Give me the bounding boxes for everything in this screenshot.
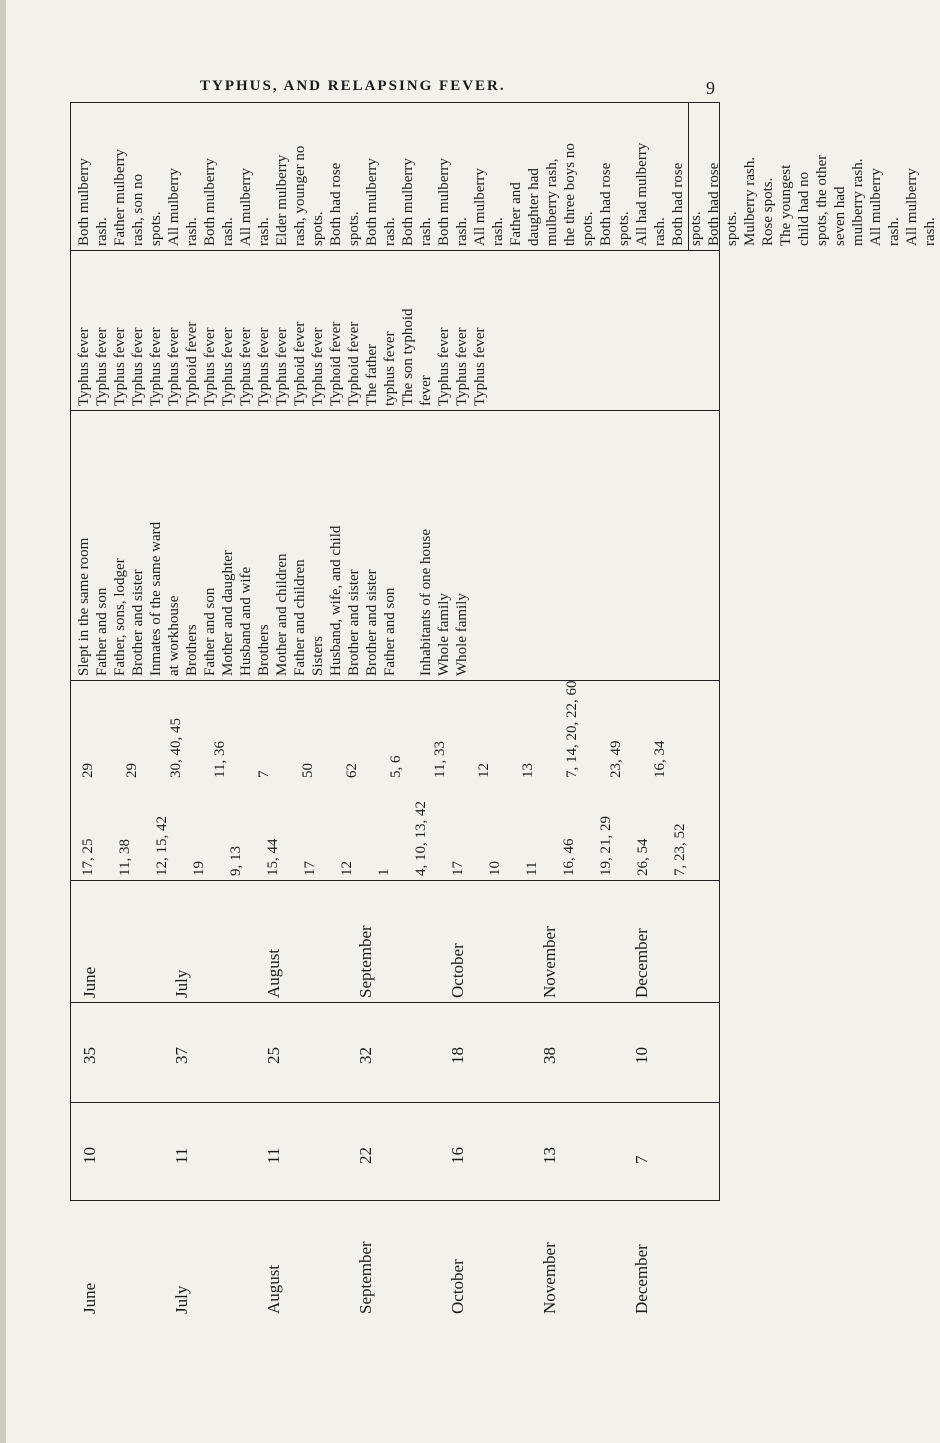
month-label: October (448, 943, 467, 998)
rash-cell: spots. (580, 211, 596, 246)
month-label: July (172, 1285, 191, 1314)
rash-cell: All mulberry (472, 168, 488, 246)
count-cell: 37 (172, 1047, 191, 1064)
rash-cell: spots. (724, 211, 740, 246)
rash-cell: rash. (256, 217, 272, 246)
fever-cell: Typhus fever (220, 327, 236, 406)
rash-cell: rash. (418, 217, 434, 246)
rash-cell: rash. (652, 217, 668, 246)
rash-cell: rash. (490, 217, 506, 246)
counts-column-a (74, 1004, 718, 1100)
relation-cell: Husband, wife, and child (328, 525, 344, 676)
days-discharged-cell: 11, 38 (117, 839, 133, 876)
relation-cell: Father and son (202, 587, 218, 676)
rash-cell: Both mulberry (436, 158, 452, 246)
rash-cell: spots. (688, 211, 704, 246)
counts-column-b (74, 1104, 718, 1200)
relation-cell: Whole family (436, 593, 452, 676)
month-label: August (264, 948, 283, 998)
days-discharged-cell: 4, 10, 13, 42 (413, 801, 429, 876)
rash-cell: seven had (832, 186, 848, 246)
count-cell: 10 (80, 1147, 99, 1164)
rash-cell: rash, younger no (292, 145, 308, 246)
days-discharged-cell: 12, 15, 42 (154, 816, 170, 876)
days-admitted-cell: 16, 34 (652, 740, 668, 778)
relation-cell: Mother and daughter (220, 550, 236, 676)
rash-cell: Both mulberry (202, 158, 218, 246)
rash-cell: rash. (922, 217, 938, 246)
fever-cell: The father (364, 343, 380, 406)
rash-cell: the three boys no (562, 143, 578, 246)
rash-cell: spots. (148, 211, 164, 246)
count-cell: 22 (356, 1147, 375, 1164)
fever-cell: Typhoid fever (184, 321, 200, 406)
rash-cell: Mulberry rash. (742, 156, 758, 246)
count-cell: 11 (264, 1147, 283, 1164)
rash-cell: Father mulberry (112, 148, 128, 246)
fever-cell: The son typhoid (400, 308, 416, 406)
days-discharged-cell: 7, 23, 52 (672, 823, 688, 876)
rash-cell: rash. (886, 217, 902, 246)
table-rule (70, 880, 720, 881)
fever-cell: Typhus fever (310, 327, 326, 406)
count-cell: 18 (448, 1047, 467, 1064)
days-discharged-cell: 17, 25 (80, 838, 96, 876)
days-discharged-cell: 19, 21, 29 (598, 816, 614, 876)
fever-cell: typhus fever (382, 331, 398, 406)
days-admitted-cell: 29 (80, 763, 96, 778)
rotated-table (70, 102, 938, 1314)
rash-cell: The youngest (778, 164, 794, 246)
days-admitted-cell: 23, 49 (608, 740, 624, 778)
fever-cell: Typhus fever (148, 327, 164, 406)
rash-cell: All mulberry (904, 168, 920, 246)
rash-cell: spots, the other (814, 154, 830, 246)
table-rule (70, 680, 720, 681)
month-label: August (264, 1264, 283, 1314)
relation-cell: Mother and children (274, 553, 290, 676)
days-admitted-cell: 62 (344, 763, 360, 778)
relation-cell: at workhouse (166, 595, 182, 676)
count-cell: 16 (448, 1147, 467, 1164)
fever-cell: Typhus fever (166, 327, 182, 406)
days-discharged-cell: 11 (524, 861, 540, 876)
fever-cell: Typhus fever (256, 327, 272, 406)
days-discharged-cell: 10 (487, 861, 503, 876)
days-discharged-cell: 12 (339, 861, 355, 876)
fever-column (74, 252, 718, 408)
month-label: October (448, 1259, 467, 1314)
rash-cell: mulberry rash, (544, 158, 560, 246)
count-cell: 10 (632, 1047, 651, 1064)
count-cell: 38 (540, 1047, 559, 1064)
month-label: November (540, 926, 559, 998)
month-label: June (80, 966, 99, 998)
days-admitted-cell: 7, 14, 20, 22, 60 (564, 680, 580, 778)
table-rule-left (70, 102, 71, 1200)
relation-cell: Father, sons, lodger (112, 558, 128, 676)
days-admitted-cell: 13 (520, 763, 536, 778)
rash-column (74, 104, 938, 248)
rash-cell: spots. (616, 211, 632, 246)
rash-cell: Both had rose (706, 162, 722, 246)
fever-cell: Typhus fever (238, 327, 254, 406)
rash-cell: rash. (382, 217, 398, 246)
rash-cell: rash. (94, 217, 110, 246)
table-rule-top (70, 102, 720, 103)
fever-cell: Typhus fever (472, 327, 488, 406)
rash-cell: All mulberry (238, 168, 254, 246)
count-cell: 25 (264, 1047, 283, 1064)
days-discharged-cell: 15, 44 (265, 838, 281, 876)
fever-cell: Typhoid fever (328, 321, 344, 406)
rash-cell: All mulberry (166, 168, 182, 246)
relation-cell: Father and children (292, 559, 308, 676)
rash-cell: mulberry rash. (850, 158, 866, 246)
relation-cell: Father and son (382, 587, 398, 676)
days-discharged-cell: 16, 46 (561, 838, 577, 876)
table-rule (70, 410, 720, 411)
days-admitted-cell: 50 (300, 763, 316, 778)
relation-cell: Whole family (454, 593, 470, 676)
count-cell: 35 (80, 1047, 99, 1064)
count-cell: 32 (356, 1047, 375, 1064)
relation-cell: Inhabitants of one house (418, 528, 434, 676)
relation-column (74, 412, 718, 678)
relation-cell: Inmates of the same ward (148, 521, 164, 676)
count-cell: 13 (540, 1147, 559, 1164)
fever-cell: fever (418, 375, 434, 406)
days-admitted-cell: 11, 36 (212, 741, 228, 778)
days-admitted-cell: 30, 40, 45 (168, 718, 184, 778)
rash-cell: rash, son no (130, 173, 146, 246)
fever-cell: Typhus fever (112, 327, 128, 406)
fever-cell: Typhus fever (94, 327, 110, 406)
days-admitted-cell: 7 (256, 770, 272, 778)
table-rule (70, 1002, 720, 1003)
month-label: November (540, 1242, 559, 1314)
relation-cell: Brothers (184, 624, 200, 676)
rash-cell: Rose spots. (760, 177, 776, 246)
rash-cell: rash. (220, 217, 236, 246)
month-label: July (172, 969, 191, 998)
month-column-lower (74, 1202, 718, 1322)
rash-cell: spots. (346, 211, 362, 246)
month-label: September (356, 1241, 375, 1314)
table-rule-bottom (70, 1200, 720, 1201)
relation-cell: Brother and sister (364, 569, 380, 676)
fever-cell: Typhus fever (130, 327, 146, 406)
fever-cell: Typhus fever (76, 327, 92, 406)
rash-cell: spots. (310, 211, 326, 246)
rash-cell: All mulberry (868, 168, 884, 246)
month-column-upper (74, 882, 718, 1000)
relation-cell: Slept in the same room (76, 537, 92, 676)
days-discharged-cell: 1 (376, 868, 392, 876)
rash-cell: rash. (184, 217, 200, 246)
page-edge (0, 0, 6, 1443)
month-label: September (356, 925, 375, 998)
relation-cell: Brother and sister (130, 569, 146, 676)
rash-cell: Both mulberry (364, 158, 380, 246)
relation-cell: Father and son (94, 587, 110, 676)
days-discharged-cell: 9, 13 (228, 846, 244, 876)
fever-cell: Typhoid fever (292, 321, 308, 406)
table-rule (70, 1102, 720, 1103)
running-title: TYPHUS, AND RELAPSING FEVER. (200, 78, 506, 94)
days-discharged-cell: 19 (191, 861, 207, 876)
rash-cell: Father and (508, 182, 524, 246)
fever-cell: Typhoid fever (346, 321, 362, 406)
days-admitted-cell: 29 (124, 763, 140, 778)
days-discharged-cell: 26, 54 (635, 838, 651, 876)
rash-cell: Both had rose (598, 162, 614, 246)
rash-cell: child had no (796, 171, 812, 246)
count-cell: 11 (172, 1147, 191, 1164)
fever-cell: Typhus fever (436, 327, 452, 406)
days-column (74, 682, 718, 878)
page-number: 9 (706, 78, 715, 98)
month-label: December (632, 928, 651, 998)
rash-cell: Both had rose (670, 162, 686, 246)
rash-cell: Elder mulberry (274, 154, 290, 246)
table-rule (70, 250, 720, 251)
fever-cell: Typhus fever (202, 327, 218, 406)
rash-cell: Both mulberry (76, 158, 92, 246)
fever-cell: Typhus fever (274, 327, 290, 406)
month-label: December (632, 1244, 651, 1314)
relation-cell: Brothers (256, 624, 272, 676)
rash-cell: Both had rose (328, 162, 344, 246)
fever-cell: Typhus fever (454, 327, 470, 406)
relation-cell: Brother and sister (346, 569, 362, 676)
relation-cell: Husband and wife (238, 566, 254, 676)
relation-cell: Sisters (310, 635, 326, 676)
month-label: June (80, 1282, 99, 1314)
days-admitted-cell: 12 (476, 763, 492, 778)
rash-cell: daughter had (526, 168, 542, 246)
days-discharged-cell: 17 (302, 861, 318, 876)
days-admitted-cell: 5, 6 (388, 755, 404, 778)
count-cell: 7 (632, 1155, 651, 1164)
table-rule-right (719, 102, 720, 1200)
days-admitted-cell: 11, 33 (432, 741, 448, 778)
rash-cell: All had mulberry (634, 142, 650, 246)
rash-cell: Both mulberry (400, 158, 416, 246)
rash-cell: rash. (454, 217, 470, 246)
days-discharged-cell: 17 (450, 861, 466, 876)
